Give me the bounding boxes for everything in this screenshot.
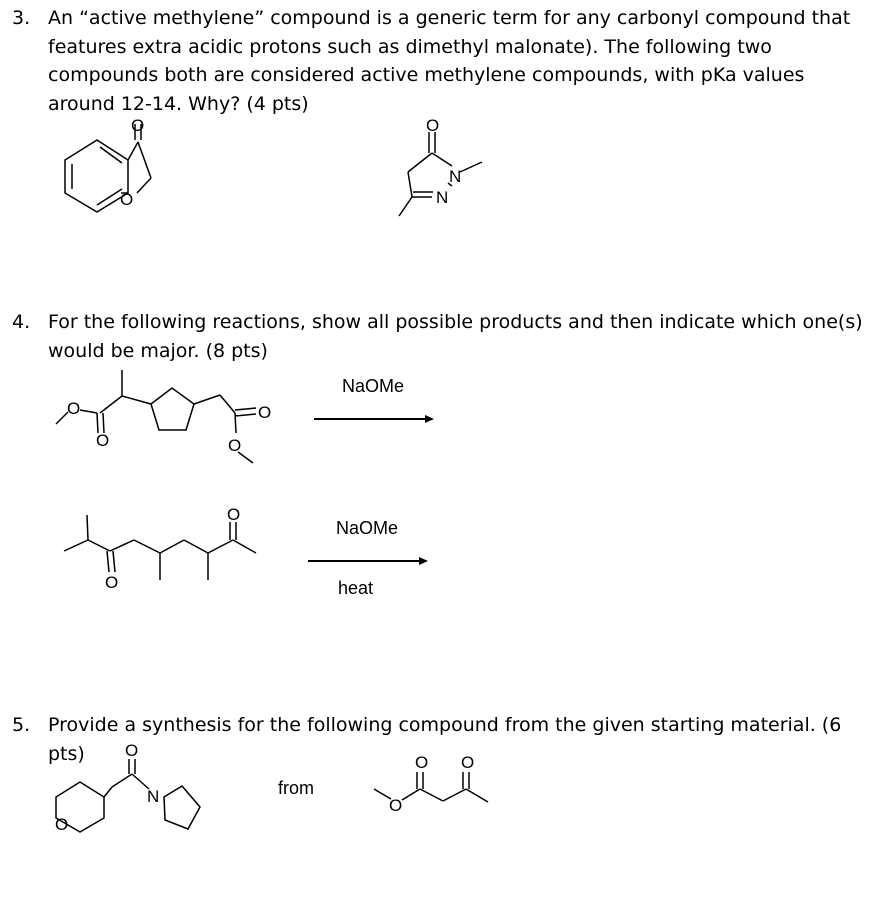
from-label: from bbox=[278, 778, 314, 798]
bond bbox=[443, 789, 466, 801]
oxygen-label: O bbox=[67, 399, 81, 418]
reaction-1-reagent: NaOMe bbox=[342, 376, 405, 396]
oxygen-label: O bbox=[55, 815, 69, 834]
question-3-text: An “active methylene” compound is a generic term for any carbonyl compound that features extra acidic protons such as dimethyl malonate). The following two compounds both are considered active methylene compounds, with pKa values around 12-14. Why? (4 pts) bbox=[48, 7, 851, 115]
question-4-number: 4. bbox=[12, 311, 31, 333]
bond bbox=[466, 789, 488, 802]
oxygen-label: O bbox=[96, 431, 110, 450]
nitrogen-label: N bbox=[449, 167, 462, 186]
oxygen-label: O bbox=[415, 753, 429, 772]
oxygen-label: O bbox=[131, 116, 145, 135]
nitrogen-label: N bbox=[147, 787, 160, 806]
bond bbox=[420, 789, 443, 801]
oxygen-label: O bbox=[125, 741, 139, 760]
oxygen-label: O bbox=[105, 573, 119, 592]
oxygen-label: O bbox=[227, 505, 241, 524]
oxygen-label: O bbox=[228, 436, 242, 455]
oxygen-label: O bbox=[258, 403, 272, 422]
nitrogen-label: N bbox=[436, 188, 449, 207]
oxygen-label: O bbox=[426, 116, 440, 135]
bond bbox=[402, 789, 420, 800]
reaction-2-reagent: NaOMe bbox=[336, 518, 399, 538]
question-3-number: 3. bbox=[12, 7, 31, 29]
oxygen-label: O bbox=[461, 753, 475, 772]
question-4-text: For the following reactions, show all possible products and then indicate which one(s) would be major. (8 pts) bbox=[48, 311, 863, 362]
question-5-text: Provide a synthesis for the following compound from the given starting material. (6 pts) bbox=[48, 714, 842, 765]
question-5-number: 5. bbox=[12, 714, 31, 736]
oxygen-label: O bbox=[389, 796, 403, 815]
oxygen-label: O bbox=[120, 190, 134, 209]
reaction-2-condition: heat bbox=[338, 578, 374, 598]
